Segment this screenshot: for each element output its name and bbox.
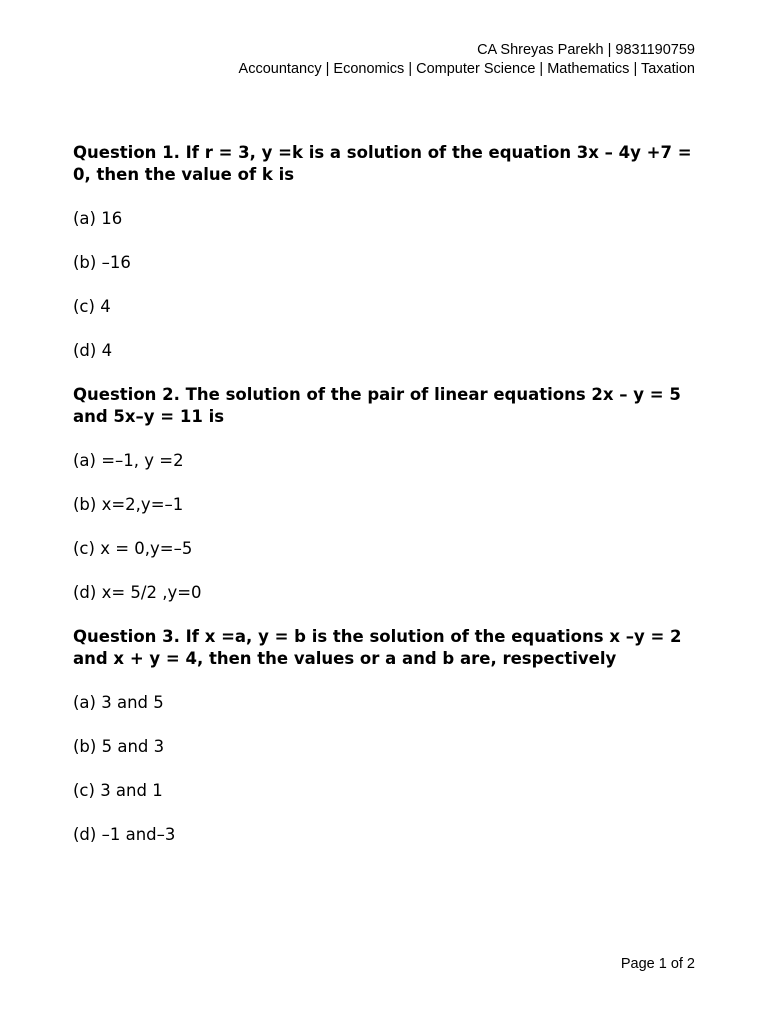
option-d: (d) 4 [73, 341, 113, 360]
header-subjects: Accountancy | Economics | Computer Science | Mathematics | Taxation [238, 61, 695, 77]
option-b: (b) 5 and 3 [73, 737, 165, 756]
question-1 [73, 142, 703, 362]
option-c: (c) x = 0,y=–5 [73, 539, 193, 558]
option-d: (d) –1 and–3 [73, 825, 176, 844]
option-b: (b) x=2,y=–1 [73, 495, 184, 514]
option-d: (d) x= 5/2 ,y=0 [73, 583, 202, 602]
option-a: (a) 16 [73, 209, 123, 228]
option-c: (c) 4 [73, 297, 111, 316]
question-3 [73, 626, 703, 846]
option-b: (b) –16 [73, 253, 131, 272]
header-contact: CA Shreyas Parekh | 9831190759 [477, 42, 695, 58]
question-text: Question 3. If x =a, y = b is the solution of the equations x –y = 2 and x + y = 4, then the values or a and b are, respectively [73, 627, 682, 668]
page-header [239, 41, 695, 79]
question-text: Question 2. The solution of the pair of linear equations 2x – y = 5 and 5x–y = 11 is [73, 385, 681, 426]
question-text: Question 1. If r = 3, y =k is a solution of the equation 3x – 4y +7 = 0, then the value of k is [73, 143, 692, 184]
option-c: (c) 3 and 1 [73, 781, 163, 800]
option-a: (a) 3 and 5 [73, 693, 164, 712]
question-2 [73, 384, 703, 604]
question-list [73, 142, 703, 868]
option-a: (a) =–1, y =2 [73, 451, 184, 470]
page-number: Page 1 of 2 [620, 956, 695, 972]
